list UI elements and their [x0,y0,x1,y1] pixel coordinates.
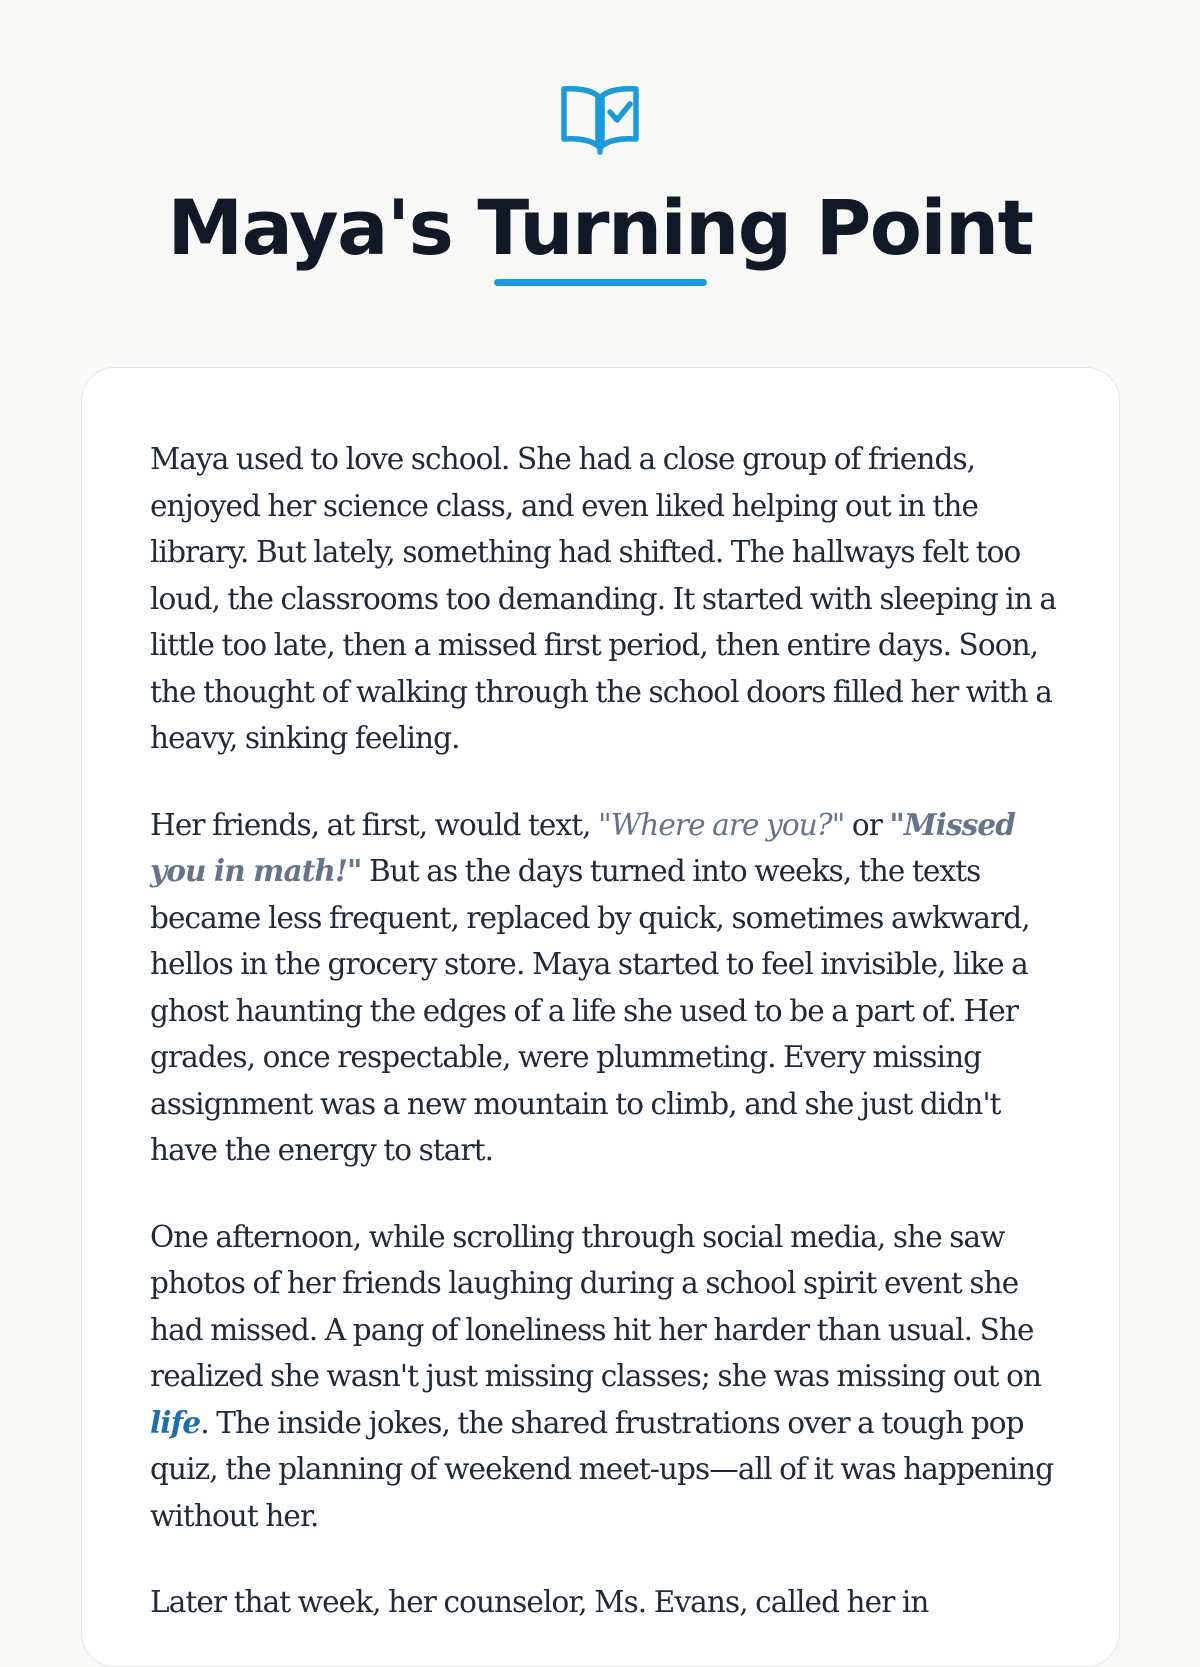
paragraph-2-text-middle: or [844,807,890,842]
story-paragraph-3 [150,1214,1070,1540]
paragraph-3-text-before: One afternoon, while scrolling through social media, she saw photos of her friends laughing during a school spirit event she had missed. A pang of loneliness hit her harder than usual. She realized she wasn't just missing classes; she was missing out on [150,1219,1042,1393]
story-paragraph-4: Later that week, her counselor, Ms. Evans, called her in [150,1585,929,1619]
paragraph-2-text-before: Her friends, at first, would text, [150,807,599,842]
paragraph-3-text-after: . The inside jokes, the shared frustrations over a tough pop quiz, the planning of weekend meet-ups—all of it was happening without her. [150,1405,1054,1533]
page-title: Maya's Turning Point [167,183,1033,272]
paragraph-2-text-after: But as the days turned into weeks, the texts became less frequent, replaced by quick, sometimes awkward, hellos in the grocery store. Maya started to feel invisible, like a ghost haunting the edges of a life she used to be a part of. Her grades, once respectable, were plummeting. Every missing assignment was a new mountain to climb, and she just didn't have the energy to start. [150,854,1030,1167]
quote-where-are-you: "Where are you?" [598,807,845,842]
quote-missed-you: "Missed you in math!" [150,806,1015,888]
story-header [0,0,1200,360]
emphasis-life: life [150,1404,201,1440]
story-body [150,436,1070,1666]
story-card [81,367,1120,1667]
book-check-icon [560,84,640,156]
story-paragraph-1: Maya used to love school. She had a close group of friends, enjoyed her science class, and even liked helping out in the library. But lately, something had shifted. The hallways felt too loud, the classrooms too demanding. It started with sleeping in a little too late, then a missed first period, then entire days. Soon, the thought of walking through the school doors filled her with a heavy, sinking feeling. [150,442,1057,755]
title-underline [494,279,707,286]
story-paragraph-2 [150,802,1070,1174]
